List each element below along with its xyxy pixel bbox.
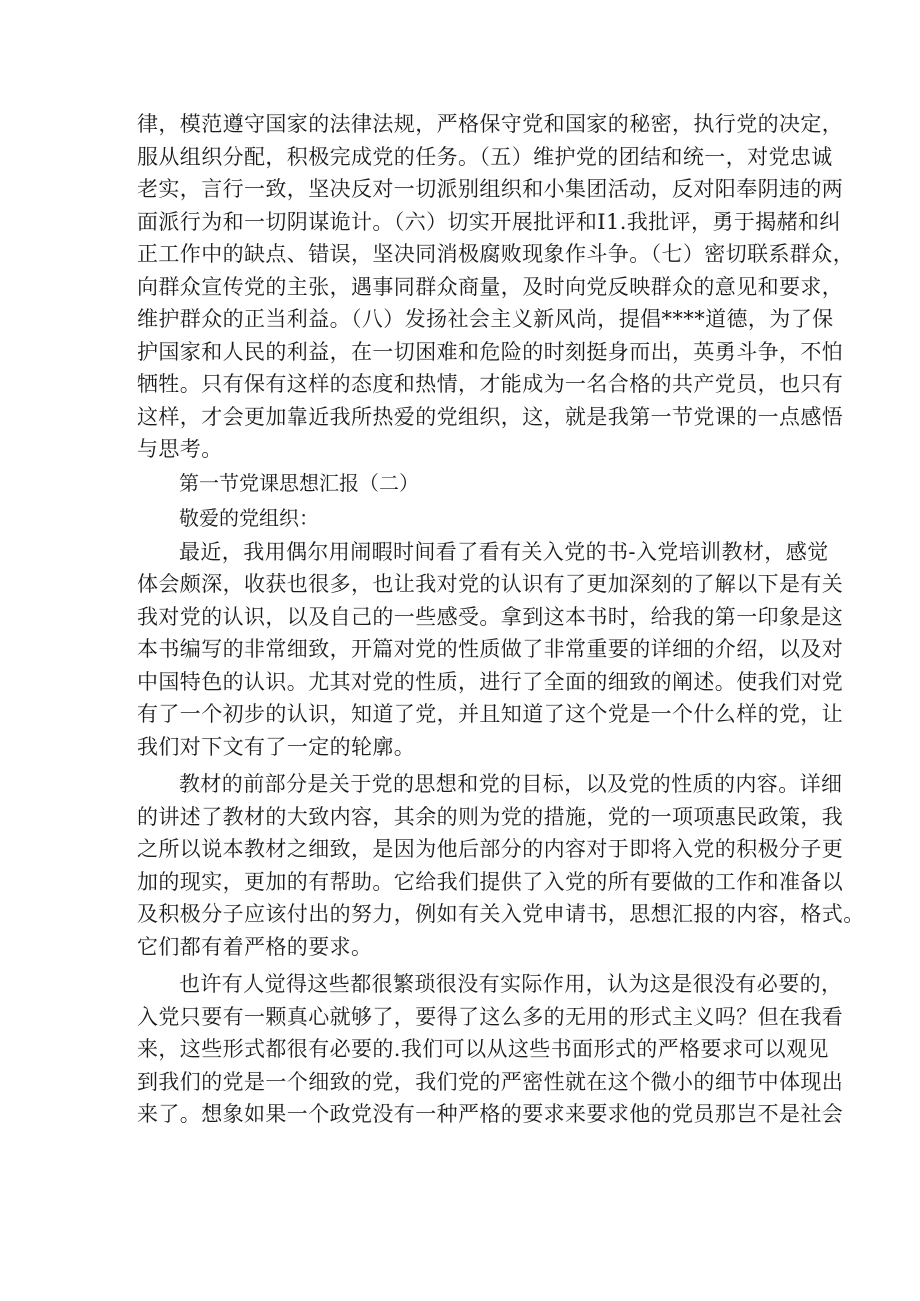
text-line: 服从组织分配，积极完成党的任务。（五）维护党的团结和统一，对党忠诚: [137, 144, 833, 169]
text-line: 面派行为和一切阴谋诡计。（六）切实开展批评和I1.我批评，勇于揭赭和纠: [137, 209, 841, 234]
text-line: 之所以说本教材之细致，是因为他后部分的内容对于即将入党的积极分子更: [137, 837, 844, 861]
text-line: 入党只要有一颗真心就够了，要得了这么多的无用的形式主义吗？但在我看: [137, 1004, 844, 1029]
text-line: 来，这些形式都很有必要的.我们可以从这些书面形式的严格要求可以观见: [137, 1037, 829, 1061]
text-line: 向群众宣传党的主张，遇事同群众商量，及时向党反映群众的意见和要求，: [137, 274, 844, 299]
text-line: 牺牲。只有保有这样的态度和热情，才能成为一名合格的共产党员，也只有: [137, 372, 844, 396]
text-line: 这样，才会更加靠近我所热爱的党组织，这，就是我第一节党课的一点感悟: [137, 404, 844, 429]
text-line: 最近，我用偶尔用闹暇时间看了看有关入党的书-入党培训教材，感觉: [179, 539, 829, 564]
text-line: 教材的前部分是关于党的思想和党的目标，以及党的性质的内容。详细: [179, 772, 843, 796]
text-line: 及积极分子应该付出的努力，例如有关入党申请书，思想汇报的内容，格式。: [137, 902, 865, 926]
text-line: 与思考。: [137, 437, 223, 461]
paragraph-1: [137, 108, 855, 466]
text-line: 我对党的认识，以及自己的一些感受。拿到这本书时，给我的第一印象是这: [137, 604, 844, 629]
text-line: 律，模范遵守国家的法律法规，严格保守党和国家的秘密，执行党的决定，: [137, 112, 844, 136]
text-line: 护国家和人民的利益，在一切困难和危险的时刻挺身而出，英勇斗争，不怕: [137, 339, 844, 364]
text-line: 本书编写的非常细致，开篇对党的性质做了非常重要的详细的介绍，以及对: [137, 637, 844, 661]
text-line: 有了一个初步的认识，知道了党，并且知道了这个党是一个什么样的党，让: [137, 702, 844, 726]
paragraph-4: [137, 968, 844, 1131]
text-line: 维护群众的正当利益。（八）发扬社会主义新风尚，提倡****道德，为了保: [137, 307, 834, 331]
text-line: 它们都有着严格的要求。: [137, 934, 373, 959]
text-line: 我们对下文有了一定的轮廓。: [137, 734, 416, 759]
text-line: 加的现实，更加的有帮助。它给我们提供了入党的所有要做的工作和准备以: [137, 869, 844, 894]
text-line: 体会颇深，收获也很多，也让我对党的认识有了更加深刻的了解以下是有关: [137, 572, 844, 596]
text-line: 到我们的党是一个细致的党，我们党的严密性就在这个微小的细节中体现出: [137, 1069, 844, 1094]
text-line: 中国特色的认识。尤其对党的性质，进行了全面的细致的阐述。使我们对党: [137, 669, 844, 694]
paragraph-3: [137, 768, 865, 963]
document-page: [137, 108, 865, 1131]
text-line: 来了。想象如果一个政党没有一种严格的要求来要求他的党员那岂不是社会: [137, 1102, 844, 1126]
salutation: 敬爱的党组织：: [179, 505, 319, 530]
text-line: 也许有人觉得这些都很繁琐很没有实际作用，认为这是很没有必要的，: [179, 972, 843, 996]
section-title: 第一节党课思想汇报（二）: [179, 470, 419, 495]
text-line: 的讲述了教材的大致内容，其余的则为党的措施，党的一项项惠民政策，我: [137, 804, 844, 829]
text-line: 老实，言行一致，坚决反对一切派别组织和小集团活动，反对阳奉阴违的两: [137, 177, 844, 201]
paragraph-2: [137, 536, 844, 764]
text-line: 正工作中的缺点、错误，坚决同消极腐败现象作斗争。（七）密切联系群众，: [137, 242, 855, 266]
